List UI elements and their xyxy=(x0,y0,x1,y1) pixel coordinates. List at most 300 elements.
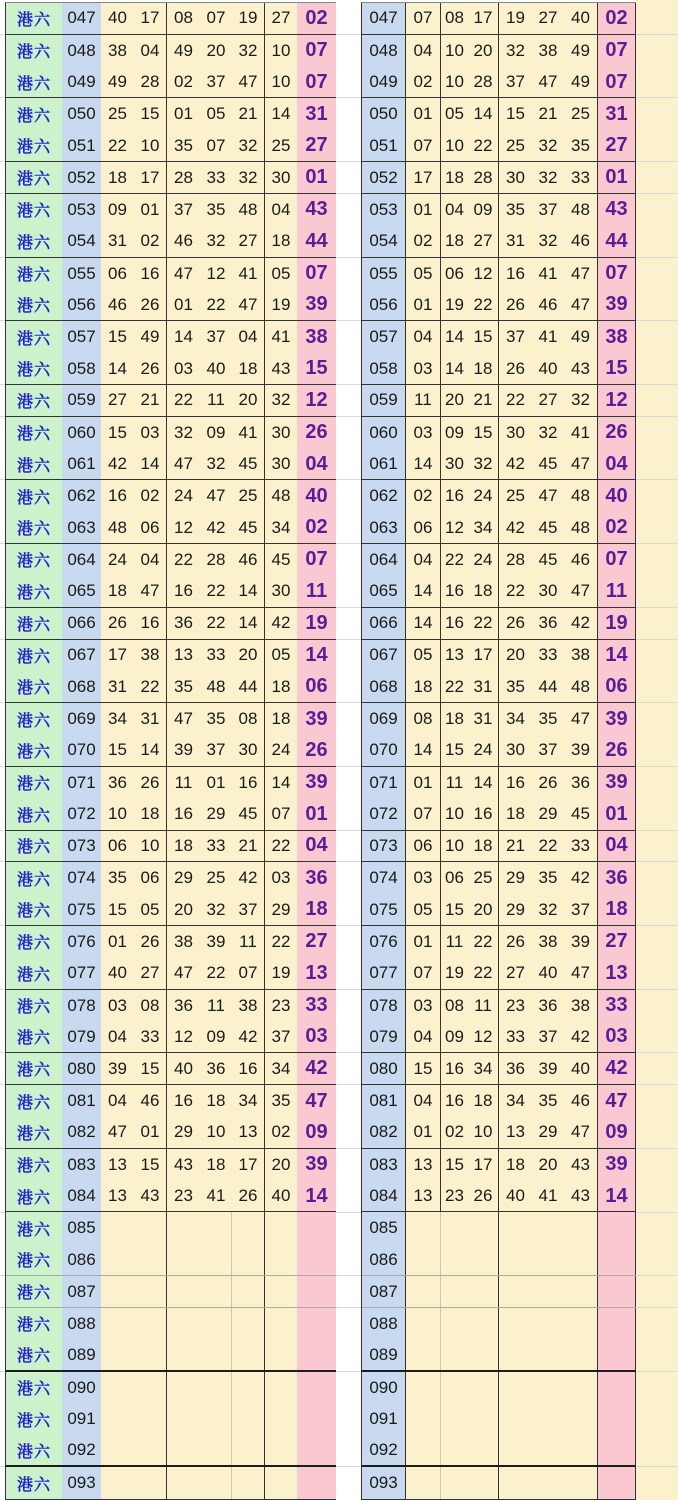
ball-cell: 07 xyxy=(406,3,441,34)
game-label[interactable]: 港六 xyxy=(6,1181,62,1212)
ball-cell: 36 xyxy=(532,990,564,1022)
special-number-cell: 13 xyxy=(297,958,336,989)
draw-row xyxy=(6,735,336,767)
issue-cell: 092 xyxy=(362,1435,406,1465)
ball-cell: 18 xyxy=(468,831,499,862)
draw-row xyxy=(6,162,336,194)
issue-cell: 076 xyxy=(62,926,101,958)
ball-cell: 04 xyxy=(406,1085,441,1117)
issue-cell: 056 xyxy=(362,289,406,320)
ball-cell: 32 xyxy=(532,162,564,193)
ball-cell: 40 xyxy=(200,353,232,384)
ball-cell xyxy=(564,1435,598,1465)
ball-cell xyxy=(532,1340,564,1370)
ball-cell: 03 xyxy=(265,862,297,894)
draw-row xyxy=(6,226,336,258)
ball-cell: 37 xyxy=(532,1022,564,1053)
ball-cell: 16 xyxy=(167,799,200,830)
draw-row xyxy=(6,831,336,863)
ball-cell: 17 xyxy=(468,1149,499,1181)
ball-cell: 38 xyxy=(564,990,598,1022)
special-number-cell: 33 xyxy=(297,990,336,1022)
ball-cell: 48 xyxy=(101,512,134,543)
ball-cell xyxy=(499,1244,532,1275)
ball-cell xyxy=(134,1308,167,1340)
game-label[interactable]: 港六 xyxy=(6,1212,62,1244)
game-label[interactable]: 港六 xyxy=(6,544,62,576)
draw-row xyxy=(6,194,336,226)
ball-cell: 34 xyxy=(499,703,532,735)
ball-cell: 32 xyxy=(232,130,265,161)
ball-cell: 47 xyxy=(167,449,200,480)
ball-cell: 29 xyxy=(167,862,200,894)
ball-cell: 29 xyxy=(499,862,532,894)
special-number-cell: 47 xyxy=(598,1085,636,1117)
ball-cell: 36 xyxy=(499,1053,532,1084)
issue-cell: 053 xyxy=(362,194,406,226)
issue-cell: 079 xyxy=(362,1022,406,1053)
game-label[interactable]: 港六 xyxy=(6,449,62,480)
game-label[interactable]: 港六 xyxy=(6,194,62,226)
game-label[interactable]: 港六 xyxy=(6,385,62,416)
ball-cell: 25 xyxy=(499,480,532,512)
game-label[interactable]: 港六 xyxy=(6,1467,62,1499)
special-number-cell: 43 xyxy=(297,194,336,226)
ball-cell: 16 xyxy=(167,576,200,607)
game-label[interactable]: 港六 xyxy=(6,258,62,290)
ball-cell: 26 xyxy=(134,767,167,799)
issue-cell: 047 xyxy=(362,3,406,34)
ball-cell: 13 xyxy=(406,1149,441,1181)
issue-cell: 077 xyxy=(362,958,406,989)
ball-cell: 18 xyxy=(134,799,167,830)
issue-cell: 063 xyxy=(62,512,101,543)
game-label[interactable]: 港六 xyxy=(6,1308,62,1340)
ball-cell: 36 xyxy=(167,990,200,1022)
ball-cell: 45 xyxy=(564,799,598,830)
issue-cell: 061 xyxy=(362,449,406,480)
issue-cell: 070 xyxy=(362,735,406,766)
special-number-cell xyxy=(598,1467,636,1499)
ball-cell: 42 xyxy=(499,512,532,543)
ball-cell xyxy=(532,1435,564,1465)
ball-cell: 49 xyxy=(564,35,598,67)
ball-cell: 35 xyxy=(265,1085,297,1117)
ball-cell xyxy=(532,1276,564,1307)
ball-cell: 32 xyxy=(200,894,232,925)
ball-cell xyxy=(232,1435,265,1465)
ball-cell: 12 xyxy=(200,258,232,290)
ball-cell: 39 xyxy=(167,735,200,766)
ball-cell xyxy=(265,1276,297,1307)
ball-cell xyxy=(564,1276,598,1307)
game-label[interactable]: 港六 xyxy=(6,799,62,830)
ball-cell: 04 xyxy=(101,1022,134,1053)
game-label[interactable]: 港六 xyxy=(6,894,62,925)
ball-cell: 38 xyxy=(232,990,265,1022)
special-number-cell: 26 xyxy=(297,735,336,766)
draw-row xyxy=(6,417,336,449)
ball-cell: 03 xyxy=(167,353,200,384)
game-label[interactable]: 港六 xyxy=(6,353,62,384)
ball-cell: 42 xyxy=(232,1022,265,1053)
ball-cell: 40 xyxy=(532,958,564,989)
ball-cell: 26 xyxy=(134,289,167,320)
special-number-cell: 07 xyxy=(297,544,336,576)
ball-cell: 10 xyxy=(441,67,468,98)
ball-cell: 29 xyxy=(167,1117,200,1148)
ball-cell xyxy=(265,1340,297,1370)
ball-cell: 33 xyxy=(200,831,232,862)
issue-cell: 071 xyxy=(62,767,101,799)
draw-row xyxy=(6,98,336,130)
ball-cell: 16 xyxy=(468,799,499,830)
ball-cell: 20 xyxy=(200,35,232,67)
draw-row xyxy=(6,1212,336,1244)
game-label[interactable]: 港六 xyxy=(6,990,62,1022)
draw-row xyxy=(6,480,336,512)
game-label[interactable]: 港六 xyxy=(6,1053,62,1084)
ball-cell xyxy=(499,1308,532,1340)
game-label[interactable]: 港六 xyxy=(6,576,62,607)
ball-cell xyxy=(499,1212,532,1244)
ball-cell xyxy=(532,1212,564,1244)
ball-cell: 45 xyxy=(232,799,265,830)
draw-row xyxy=(6,671,336,703)
ball-cell: 11 xyxy=(200,990,232,1022)
game-label[interactable]: 港六 xyxy=(6,98,62,130)
ball-cell: 22 xyxy=(499,385,532,416)
draw-row xyxy=(6,767,336,799)
ball-cell: 23 xyxy=(167,1181,200,1212)
ball-cell: 35 xyxy=(101,862,134,894)
ball-cell: 21 xyxy=(499,831,532,862)
ball-cell: 26 xyxy=(232,1181,265,1212)
ball-cell: 32 xyxy=(200,449,232,480)
ball-cell: 34 xyxy=(265,512,297,543)
game-label[interactable]: 港六 xyxy=(6,289,62,320)
game-label[interactable]: 港六 xyxy=(6,1117,62,1148)
special-number-cell: 11 xyxy=(297,576,336,607)
draw-row xyxy=(362,449,636,481)
ball-cell: 21 xyxy=(532,98,564,130)
issue-cell: 054 xyxy=(362,226,406,257)
special-number-cell: 02 xyxy=(598,3,636,34)
ball-cell: 03 xyxy=(406,990,441,1022)
issue-cell: 059 xyxy=(362,385,406,416)
ball-cell: 22 xyxy=(441,671,468,702)
ball-cell: 29 xyxy=(265,894,297,925)
ball-cell: 41 xyxy=(532,1181,564,1212)
game-label[interactable]: 港六 xyxy=(6,1276,62,1307)
ball-cell: 04 xyxy=(134,544,167,576)
game-label[interactable]: 港六 xyxy=(6,608,62,639)
game-label[interactable]: 港六 xyxy=(6,1340,62,1370)
ball-cell: 18 xyxy=(499,799,532,830)
ball-cell: 37 xyxy=(499,67,532,98)
ball-cell xyxy=(232,1276,265,1307)
draw-row xyxy=(362,576,636,608)
game-label[interactable]: 港六 xyxy=(6,67,62,98)
issue-cell: 068 xyxy=(62,671,101,702)
ball-cell: 03 xyxy=(134,417,167,449)
game-label[interactable]: 港六 xyxy=(6,767,62,799)
ball-cell xyxy=(564,1372,598,1404)
ball-cell: 07 xyxy=(200,130,232,161)
ball-cell xyxy=(406,1212,441,1244)
ball-cell: 20 xyxy=(468,35,499,67)
draw-row xyxy=(6,353,336,385)
game-label[interactable]: 港六 xyxy=(6,831,62,862)
ball-cell: 01 xyxy=(406,926,441,958)
special-number-cell xyxy=(297,1372,336,1404)
special-number-cell xyxy=(598,1340,636,1370)
ball-cell: 37 xyxy=(499,321,532,353)
ball-cell: 20 xyxy=(468,894,499,925)
special-number-cell: 39 xyxy=(598,289,636,320)
ball-cell: 06 xyxy=(406,831,441,862)
ball-cell: 33 xyxy=(564,831,598,862)
ball-cell: 16 xyxy=(441,608,468,639)
issue-cell: 087 xyxy=(362,1276,406,1307)
ball-cell: 04 xyxy=(406,1022,441,1053)
ball-cell: 10 xyxy=(265,67,297,98)
game-label[interactable]: 港六 xyxy=(6,1022,62,1053)
ball-cell: 23 xyxy=(499,990,532,1022)
ball-cell: 47 xyxy=(564,1117,598,1148)
ball-cell: 37 xyxy=(532,735,564,766)
issue-cell: 093 xyxy=(62,1467,101,1499)
draw-row xyxy=(362,353,636,385)
issue-cell: 062 xyxy=(362,480,406,512)
game-label[interactable]: 港六 xyxy=(6,130,62,161)
special-number-cell: 14 xyxy=(598,640,636,672)
ball-cell: 25 xyxy=(232,480,265,512)
ball-cell: 04 xyxy=(406,321,441,353)
ball-cell: 37 xyxy=(564,894,598,925)
ball-cell xyxy=(134,1340,167,1370)
ball-cell: 18 xyxy=(265,703,297,735)
game-label[interactable]: 港六 xyxy=(6,35,62,67)
ball-cell xyxy=(532,1244,564,1275)
ball-cell: 14 xyxy=(167,321,200,353)
ball-cell: 45 xyxy=(532,512,564,543)
draw-row xyxy=(6,1372,336,1404)
ball-cell: 08 xyxy=(406,703,441,735)
ball-cell: 16 xyxy=(232,1053,265,1084)
game-label[interactable]: 港六 xyxy=(6,1403,62,1435)
ball-cell: 40 xyxy=(564,3,598,34)
ball-cell: 35 xyxy=(200,194,232,226)
ball-cell: 18 xyxy=(441,226,468,257)
issue-cell: 056 xyxy=(62,289,101,320)
ball-cell: 33 xyxy=(200,640,232,672)
ball-cell: 26 xyxy=(499,289,532,320)
draw-row xyxy=(362,703,636,735)
ball-cell xyxy=(532,1467,564,1499)
ball-cell xyxy=(564,1212,598,1244)
game-label[interactable]: 港六 xyxy=(6,417,62,449)
ball-cell: 04 xyxy=(134,35,167,67)
ball-cell: 27 xyxy=(532,3,564,34)
results-table-sorted xyxy=(361,2,636,1500)
ball-cell: 13 xyxy=(101,1181,134,1212)
ball-cell: 17 xyxy=(134,3,167,34)
ball-cell: 15 xyxy=(406,1053,441,1084)
special-number-cell: 39 xyxy=(297,1149,336,1181)
issue-cell: 089 xyxy=(362,1340,406,1370)
ball-cell: 28 xyxy=(134,67,167,98)
ball-cell: 47 xyxy=(564,449,598,480)
special-number-cell: 09 xyxy=(598,1117,636,1148)
special-number-cell: 18 xyxy=(297,894,336,925)
draw-row xyxy=(6,512,336,544)
ball-cell xyxy=(101,1212,134,1244)
ball-cell: 15 xyxy=(101,894,134,925)
ball-cell: 31 xyxy=(101,226,134,257)
special-number-cell: 47 xyxy=(297,1085,336,1117)
game-label[interactable]: 港六 xyxy=(6,1372,62,1404)
ball-cell xyxy=(167,1244,200,1275)
issue-cell: 071 xyxy=(362,767,406,799)
issue-cell: 088 xyxy=(362,1308,406,1340)
ball-cell: 20 xyxy=(265,1149,297,1181)
ball-cell: 18 xyxy=(468,1085,499,1117)
ball-cell xyxy=(499,1435,532,1465)
ball-cell xyxy=(232,1403,265,1435)
ball-cell: 40 xyxy=(101,3,134,34)
draw-row xyxy=(362,1308,636,1340)
ball-cell xyxy=(167,1308,200,1340)
ball-cell: 36 xyxy=(101,767,134,799)
game-label[interactable]: 港六 xyxy=(6,226,62,257)
ball-cell: 40 xyxy=(101,958,134,989)
ball-cell xyxy=(499,1340,532,1370)
ball-cell: 22 xyxy=(200,608,232,639)
ball-cell: 32 xyxy=(532,417,564,449)
ball-cell: 15 xyxy=(101,735,134,766)
issue-cell: 063 xyxy=(362,512,406,543)
draw-row xyxy=(6,703,336,735)
special-number-cell: 44 xyxy=(598,226,636,257)
ball-cell: 43 xyxy=(564,353,598,384)
game-label[interactable]: 港六 xyxy=(6,1435,62,1465)
ball-cell xyxy=(167,1403,200,1435)
game-label[interactable]: 港六 xyxy=(6,862,62,894)
ball-cell: 17 xyxy=(406,162,441,193)
ball-cell: 21 xyxy=(232,98,265,130)
draw-row xyxy=(362,1149,636,1181)
ball-cell: 13 xyxy=(406,1181,441,1212)
draw-row xyxy=(362,671,636,703)
game-label[interactable]: 港六 xyxy=(6,735,62,766)
ball-cell: 15 xyxy=(441,735,468,766)
ball-cell: 35 xyxy=(532,862,564,894)
game-label[interactable]: 港六 xyxy=(6,480,62,512)
ball-cell: 11 xyxy=(406,385,441,416)
ball-cell xyxy=(406,1403,441,1435)
ball-cell: 11 xyxy=(468,990,499,1022)
game-label[interactable]: 港六 xyxy=(6,703,62,735)
special-number-cell: 42 xyxy=(297,1053,336,1084)
special-number-cell: 39 xyxy=(598,767,636,799)
ball-cell: 35 xyxy=(200,703,232,735)
ball-cell: 16 xyxy=(499,767,532,799)
special-number-cell: 09 xyxy=(297,1117,336,1148)
ball-cell xyxy=(200,1435,232,1465)
issue-cell: 055 xyxy=(62,258,101,290)
game-label[interactable]: 港六 xyxy=(6,1149,62,1181)
game-label[interactable]: 港六 xyxy=(6,3,62,34)
game-label[interactable]: 港六 xyxy=(6,1085,62,1117)
ball-cell xyxy=(406,1308,441,1340)
draw-row xyxy=(362,289,636,321)
ball-cell: 32 xyxy=(232,162,265,193)
draw-row xyxy=(362,544,636,576)
ball-cell: 25 xyxy=(499,130,532,161)
ball-cell xyxy=(468,1372,499,1404)
ball-cell: 48 xyxy=(200,671,232,702)
ball-cell: 02 xyxy=(406,480,441,512)
game-label[interactable]: 港六 xyxy=(6,958,62,989)
ball-cell: 22 xyxy=(134,671,167,702)
ball-cell: 14 xyxy=(134,735,167,766)
ball-cell: 18 xyxy=(499,1149,532,1181)
issue-cell: 068 xyxy=(362,671,406,702)
ball-cell xyxy=(167,1276,200,1307)
ball-cell xyxy=(265,1308,297,1340)
ball-cell: 07 xyxy=(200,3,232,34)
special-number-cell: 39 xyxy=(297,703,336,735)
special-number-cell: 15 xyxy=(598,353,636,384)
game-label[interactable]: 港六 xyxy=(6,512,62,543)
ball-cell: 16 xyxy=(134,608,167,639)
draw-row xyxy=(362,640,636,672)
ball-cell: 22 xyxy=(200,289,232,320)
issue-cell: 092 xyxy=(62,1435,101,1465)
ball-cell: 47 xyxy=(101,1117,134,1148)
ball-cell xyxy=(101,1403,134,1435)
ball-cell: 42 xyxy=(101,449,134,480)
game-label[interactable]: 港六 xyxy=(6,321,62,353)
game-label[interactable]: 港六 xyxy=(6,926,62,958)
game-label[interactable]: 港六 xyxy=(6,640,62,672)
draw-row xyxy=(6,1435,336,1467)
special-number-cell: 03 xyxy=(598,1022,636,1053)
ball-cell: 22 xyxy=(265,926,297,958)
ball-cell: 12 xyxy=(468,258,499,290)
ball-cell: 26 xyxy=(499,608,532,639)
game-label[interactable]: 港六 xyxy=(6,1244,62,1275)
ball-cell: 34 xyxy=(499,1085,532,1117)
ball-cell: 11 xyxy=(441,767,468,799)
issue-cell: 081 xyxy=(62,1085,101,1117)
ball-cell: 15 xyxy=(101,321,134,353)
ball-cell: 43 xyxy=(564,1149,598,1181)
ball-cell: 30 xyxy=(265,576,297,607)
ball-cell: 45 xyxy=(532,544,564,576)
issue-cell: 082 xyxy=(62,1117,101,1148)
ball-cell: 15 xyxy=(134,98,167,130)
game-label[interactable]: 港六 xyxy=(6,162,62,193)
game-label[interactable]: 港六 xyxy=(6,671,62,702)
issue-cell: 084 xyxy=(62,1181,101,1212)
ball-cell: 30 xyxy=(532,576,564,607)
ball-cell: 18 xyxy=(232,353,265,384)
draw-row xyxy=(362,1340,636,1372)
ball-cell: 06 xyxy=(101,258,134,290)
issue-cell: 074 xyxy=(62,862,101,894)
